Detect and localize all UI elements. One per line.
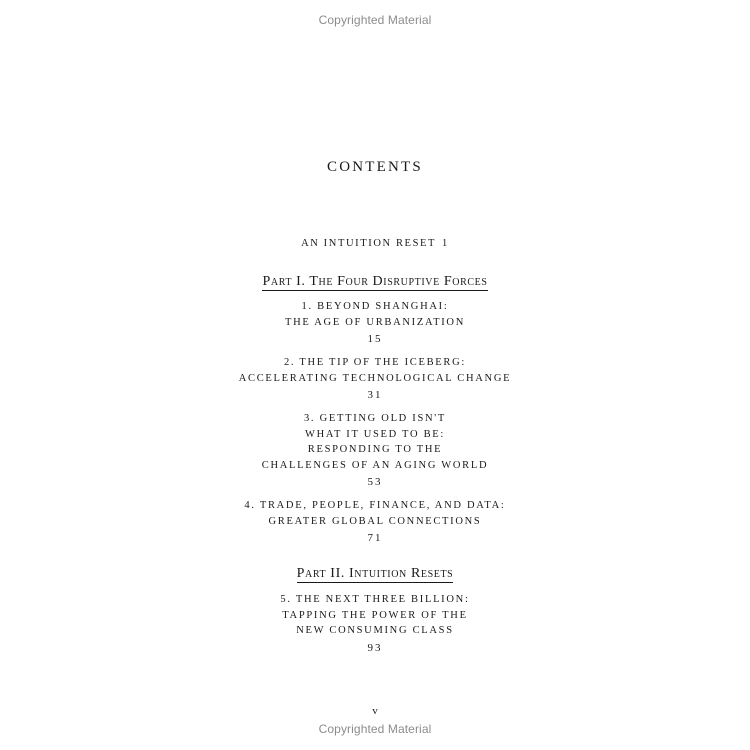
- toc-entry-chapter-5[interactable]: [0, 592, 750, 657]
- chapter-3-line-4: CHALLENGES OF AN AGING WORLD: [261, 459, 489, 471]
- copyright-watermark-top: Copyrighted Material: [318, 13, 432, 27]
- toc-entry-chapter-1[interactable]: [0, 299, 750, 348]
- part-heading-2[interactable]: [0, 566, 750, 582]
- chapter-5-line-1: 5. THE NEXT THREE BILLION:: [280, 594, 470, 605]
- chapter-1-line-2: THE AGE OF URBANIZATION: [285, 316, 465, 328]
- chapter-3-line-1: 3. GETTING OLD ISN'T: [303, 413, 447, 424]
- chapter-4-page-number: 71: [367, 532, 383, 544]
- chapter-3-page-number: 53: [367, 476, 383, 488]
- copyright-watermark-bottom: Copyrighted Material: [318, 722, 432, 736]
- part-heading-1[interactable]: [0, 274, 750, 290]
- chapter-2-page-number: 31: [367, 389, 383, 401]
- chapter-5-line-3: NEW CONSUMING CLASS: [296, 625, 454, 636]
- chapter-1-page-number: 15: [367, 333, 383, 345]
- intro-page-number: 1: [442, 238, 449, 249]
- chapter-3-line-3: RESPONDING TO THE: [307, 444, 443, 455]
- chapter-1-line-1: 1. BEYOND SHANGHAI:: [301, 301, 449, 312]
- chapter-2-line-2: ACCELERATING TECHNOLOGICAL CHANGE: [238, 372, 512, 384]
- intro-title: AN INTUITION RESET: [301, 238, 437, 249]
- part-1-title: Part I. The Four Disruptive Forces: [262, 274, 488, 289]
- page-folio: v: [372, 705, 378, 717]
- chapter-5-page-number: 93: [367, 641, 383, 654]
- toc-entry-chapter-3[interactable]: [0, 411, 750, 491]
- chapter-5-line-2: TAPPING THE POWER OF THE: [282, 609, 468, 621]
- chapter-4-line-1: 4. TRADE, PEOPLE, FINANCE, AND DATA:: [244, 500, 506, 511]
- chapter-4-line-2: GREATER GLOBAL CONNECTIONS: [268, 515, 482, 527]
- toc-entry-intro[interactable]: [0, 238, 750, 249]
- part-2-title: Part II. Intuition Resets: [296, 566, 454, 581]
- toc-entry-chapter-4[interactable]: [0, 498, 750, 547]
- chapter-3-line-2: WHAT IT USED TO BE:: [304, 428, 446, 440]
- contents-heading: CONTENTS: [327, 159, 423, 175]
- toc-entry-chapter-2[interactable]: [0, 355, 750, 404]
- chapter-2-line-1: 2. THE TIP OF THE ICEBERG:: [283, 357, 467, 368]
